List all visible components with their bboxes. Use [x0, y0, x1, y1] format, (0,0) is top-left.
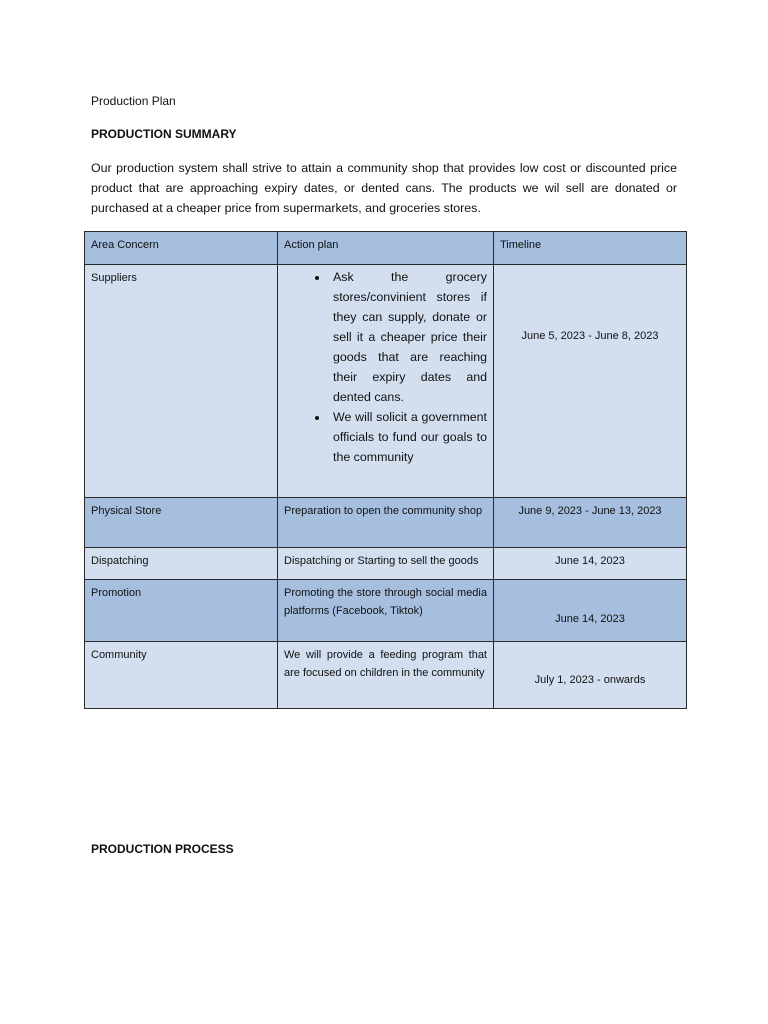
action-cell: Preparation to open the community shop	[278, 498, 494, 548]
table-row-physical-store	[85, 498, 687, 548]
table-row-dispatching	[85, 548, 687, 580]
header-area-concern: Area Concern	[85, 232, 278, 265]
area-cell: Dispatching	[85, 548, 278, 580]
production-process-heading: PRODUCTION PROCESS	[91, 842, 234, 856]
header-timeline: Timeline	[494, 232, 687, 265]
action-bullet-item: • Ask the grocery stores/convinient stores if they can supply, donate or sell it a cheaper price their goods that are reaching their expiry dates and dented cans.	[329, 267, 487, 407]
action-cell: We will provide a feeding program that are focused on children in the community	[278, 642, 494, 709]
area-cell: Promotion	[85, 580, 278, 642]
area-cell: Physical Store	[85, 498, 278, 548]
summary-paragraph: Our production system shall strive to attain a community shop that provides low cost or discounted price product that are approaching expiry dates, or dented cans. The products we wil sell are donated or purchased at a cheaper price from supermarkets, and groceries stores.	[91, 161, 677, 215]
table-row-community	[85, 642, 687, 709]
table-row-suppliers	[85, 265, 687, 498]
production-plan-table	[84, 231, 687, 709]
table-row-promotion	[85, 580, 687, 642]
timeline-cell: June 14, 2023	[494, 548, 687, 580]
timeline-cell: June 14, 2023	[494, 580, 687, 642]
document-title: Production Plan	[91, 94, 176, 108]
timeline-cell	[494, 265, 687, 498]
action-cell	[278, 265, 494, 498]
action-cell: Dispatching or Starting to sell the goods	[278, 548, 494, 580]
timeline-text: June 5, 2023 - June 8, 2023	[521, 330, 659, 342]
action-cell: Promoting the store through social media platforms (Facebook, Tiktok)	[278, 580, 494, 642]
area-cell: Suppliers	[85, 265, 278, 498]
timeline-cell: June 9, 2023 - June 13, 2023	[494, 498, 687, 548]
timeline-cell: July 1, 2023 - onwards	[494, 642, 687, 709]
header-action-plan: Action plan	[278, 232, 494, 265]
table-header-row	[85, 232, 687, 265]
production-summary-heading: PRODUCTION SUMMARY	[91, 127, 237, 141]
action-bullet-list	[284, 267, 487, 467]
area-cell: Community	[85, 642, 278, 709]
action-bullet-item: • We will solicit a government officials to fund our goals to the community	[329, 407, 487, 467]
